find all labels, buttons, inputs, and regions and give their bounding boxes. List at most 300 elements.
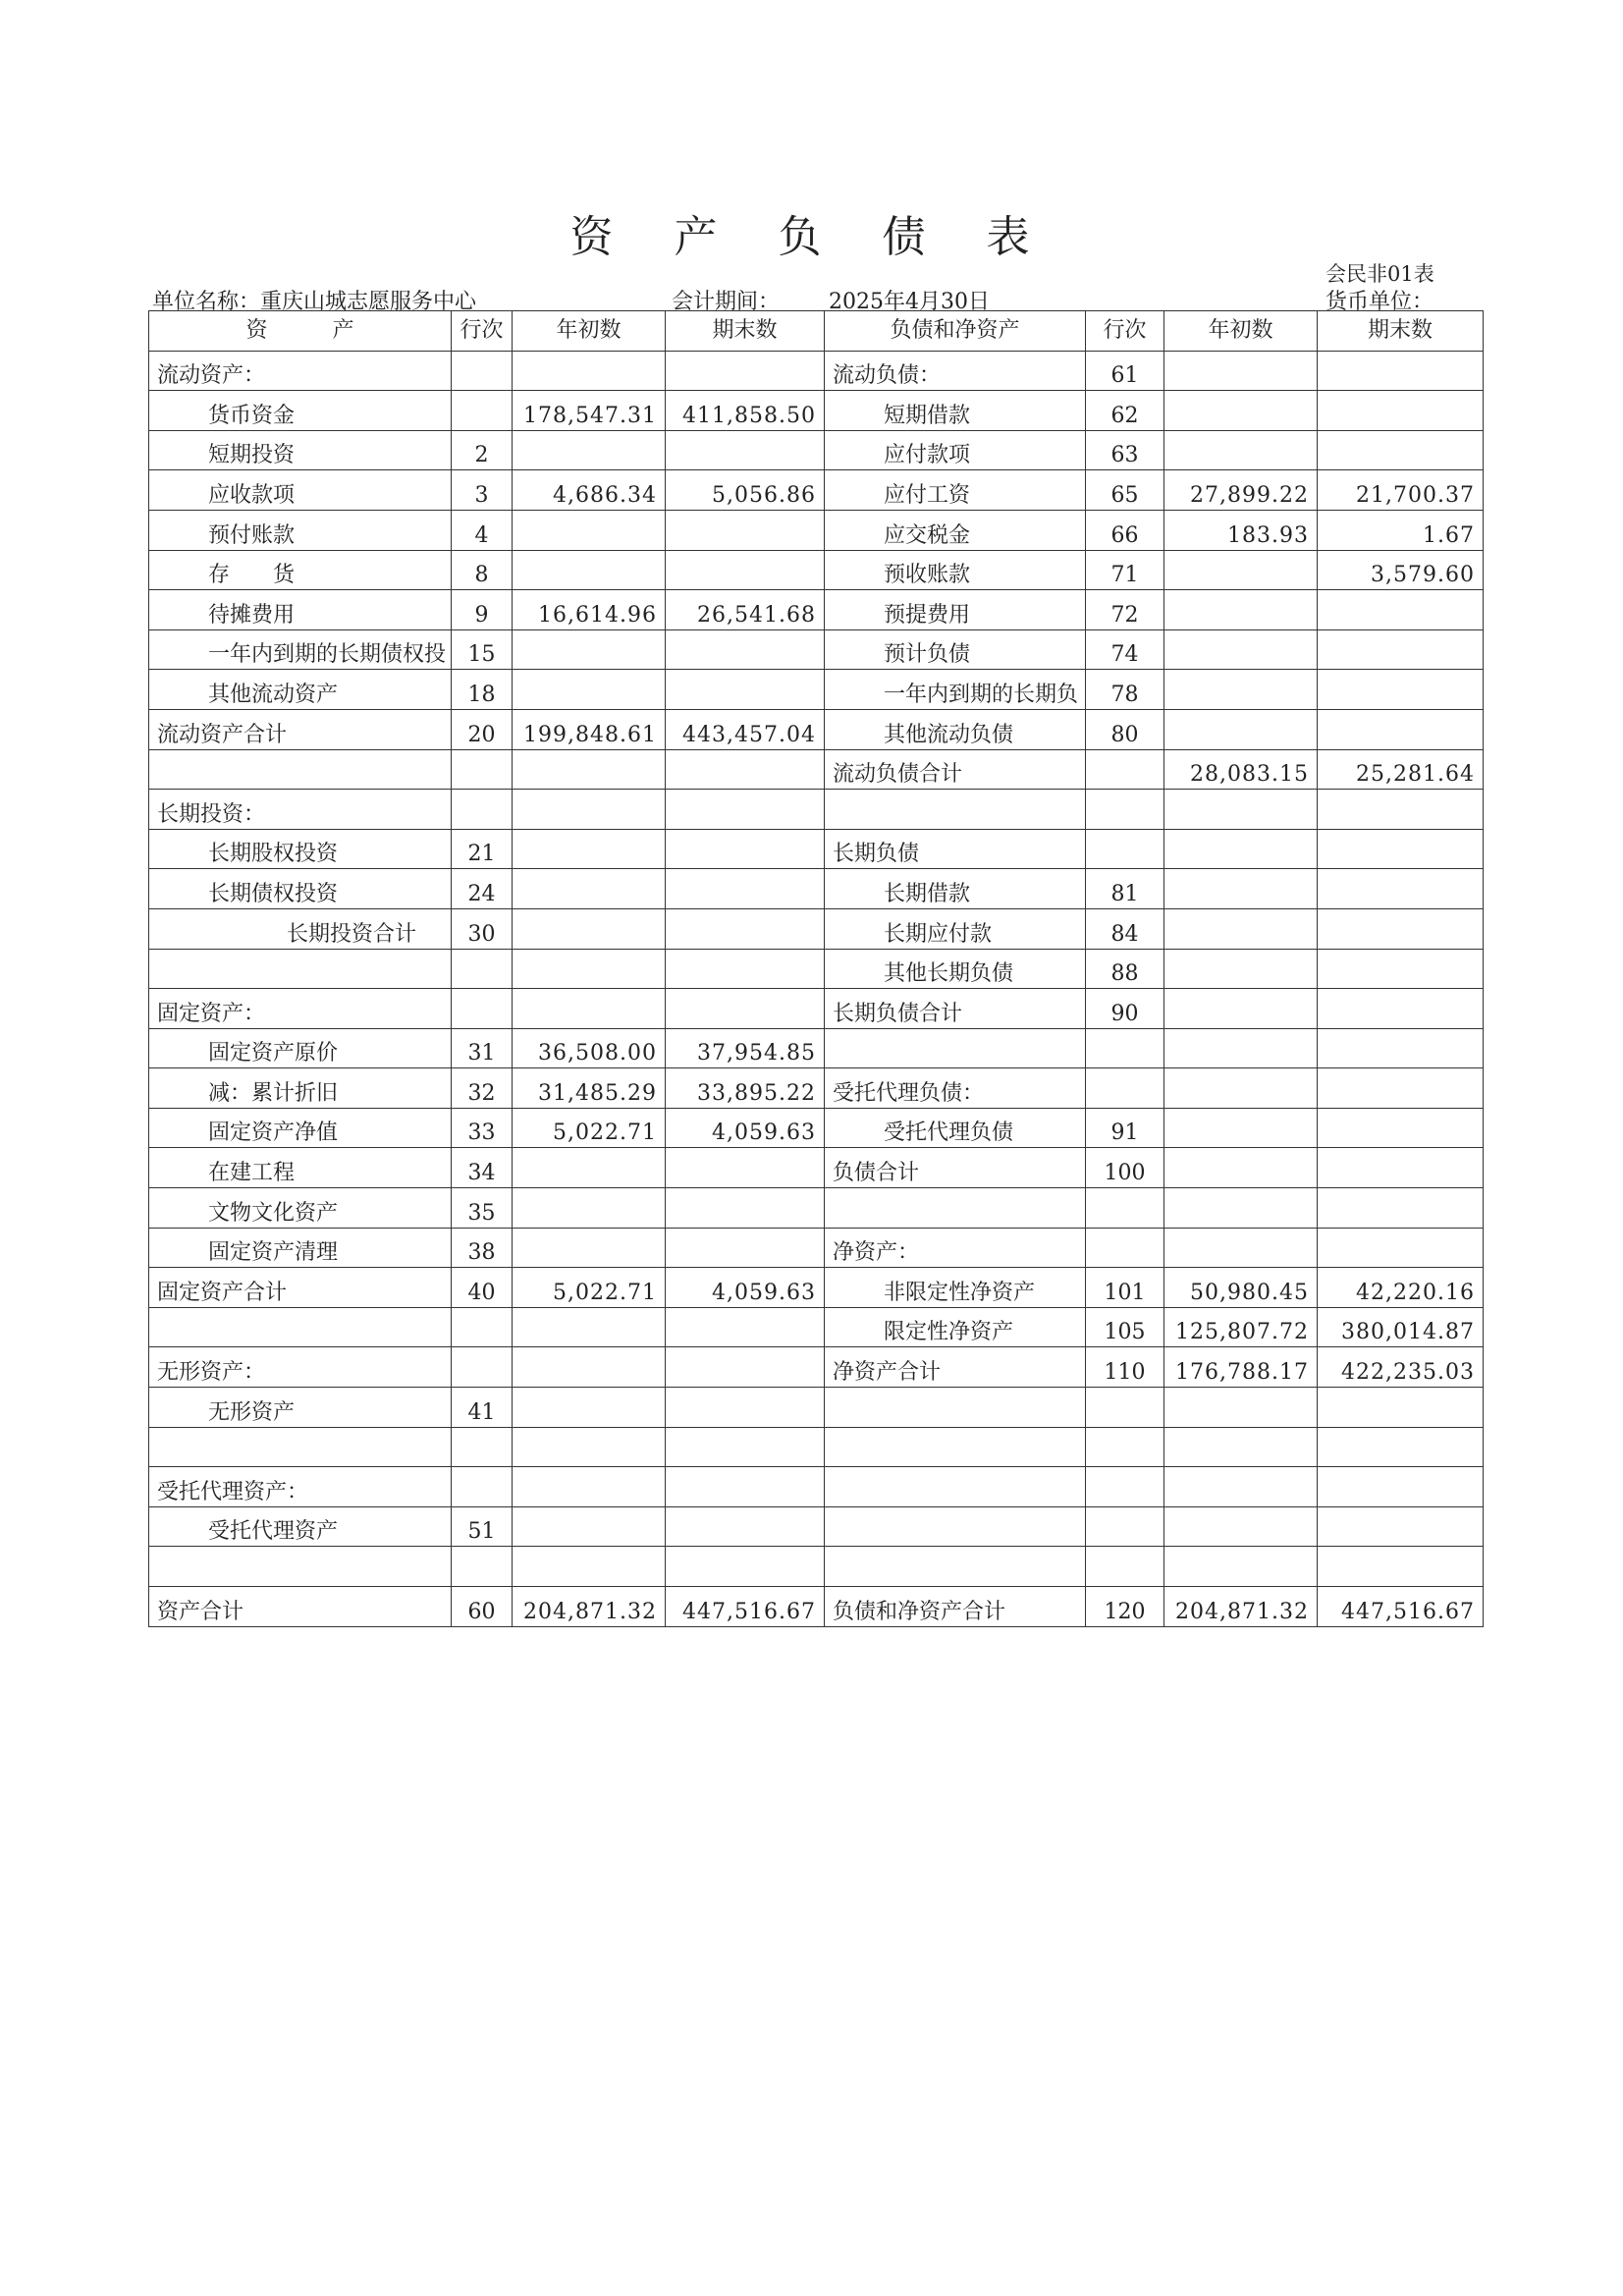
liability-line-no — [1086, 1388, 1164, 1428]
liability-line-no: 80 — [1086, 709, 1164, 749]
asset-end: 4,059.63 — [666, 1108, 825, 1148]
liability-end: 3,579.60 — [1318, 550, 1484, 590]
asset-begin — [513, 949, 666, 989]
table-row — [149, 869, 1484, 909]
asset-begin — [513, 1388, 666, 1428]
liability-begin — [1164, 430, 1318, 470]
asset-begin: 178,547.31 — [513, 391, 666, 431]
asset-begin — [513, 790, 666, 830]
asset-line-no: 18 — [452, 670, 513, 710]
asset-line-no — [452, 949, 513, 989]
asset-end — [666, 550, 825, 590]
asset-item: 待摊费用 — [149, 590, 452, 630]
liability-begin: 27,899.22 — [1164, 470, 1318, 511]
asset-item: 固定资产合计 — [149, 1268, 452, 1308]
liability-line-no: 90 — [1086, 989, 1164, 1029]
unit-name: 单位名称：重庆山城志愿服务中心 — [152, 290, 477, 314]
asset-begin — [513, 1427, 666, 1467]
table-row — [149, 790, 1484, 830]
liability-begin — [1164, 1028, 1318, 1068]
asset-end — [666, 869, 825, 909]
asset-item: 长期股权投资 — [149, 829, 452, 869]
period-label: 会计期间： — [672, 290, 781, 314]
report-title: 资 产 负 债 表 — [569, 212, 1054, 262]
asset-item: 流动资产合计 — [149, 709, 452, 749]
header-begin-2: 年初数 — [1164, 311, 1318, 352]
asset-end: 4,059.63 — [666, 1268, 825, 1308]
asset-begin — [513, 1547, 666, 1587]
asset-begin: 199,848.61 — [513, 709, 666, 749]
asset-item: 受托代理资产： — [149, 1467, 452, 1507]
asset-line-no: 34 — [452, 1148, 513, 1188]
asset-begin — [513, 989, 666, 1029]
asset-end — [666, 790, 825, 830]
table-row — [149, 1506, 1484, 1547]
asset-end — [666, 1188, 825, 1229]
liability-item — [825, 1188, 1086, 1229]
asset-begin — [513, 869, 666, 909]
liability-end — [1318, 1108, 1484, 1148]
liability-line-no — [1086, 1467, 1164, 1507]
asset-item: 减：累计折旧 — [149, 1068, 452, 1109]
asset-begin — [513, 550, 666, 590]
liability-begin — [1164, 1228, 1318, 1268]
table-row — [149, 510, 1484, 550]
liability-item: 预提费用 — [825, 590, 1086, 630]
liability-item — [825, 1028, 1086, 1068]
liability-end: 422,235.03 — [1318, 1347, 1484, 1388]
liability-end: 1.67 — [1318, 510, 1484, 550]
liability-item: 应付款项 — [825, 430, 1086, 470]
liability-begin — [1164, 869, 1318, 909]
liability-item: 净资产合计 — [825, 1347, 1086, 1388]
table-row — [149, 949, 1484, 989]
asset-line-no: 35 — [452, 1188, 513, 1229]
liability-end — [1318, 869, 1484, 909]
header-begin: 年初数 — [513, 311, 666, 352]
asset-begin: 5,022.71 — [513, 1268, 666, 1308]
liability-end: 42,220.16 — [1318, 1268, 1484, 1308]
asset-item — [149, 749, 452, 790]
asset-item: 存 货 — [149, 550, 452, 590]
asset-item: 文物文化资产 — [149, 1188, 452, 1229]
asset-item — [149, 1427, 452, 1467]
liability-begin — [1164, 351, 1318, 391]
table-row — [149, 430, 1484, 470]
asset-end — [666, 1506, 825, 1547]
asset-line-no: 40 — [452, 1268, 513, 1308]
asset-begin — [513, 1228, 666, 1268]
liability-begin — [1164, 1467, 1318, 1507]
asset-end — [666, 1547, 825, 1587]
asset-begin — [513, 430, 666, 470]
table-row — [149, 1587, 1484, 1627]
liability-line-no: 65 — [1086, 470, 1164, 511]
liability-end — [1318, 1028, 1484, 1068]
asset-item: 长期投资： — [149, 790, 452, 830]
table-row — [149, 629, 1484, 670]
liability-item — [825, 1547, 1086, 1587]
asset-line-no — [452, 1307, 513, 1347]
asset-item: 预付账款 — [149, 510, 452, 550]
asset-begin — [513, 1188, 666, 1229]
liability-item: 受托代理负债 — [825, 1108, 1086, 1148]
asset-end — [666, 829, 825, 869]
liability-begin: 125,807.72 — [1164, 1307, 1318, 1347]
liability-begin: 28,083.15 — [1164, 749, 1318, 790]
table-row — [149, 1108, 1484, 1148]
asset-item: 固定资产原价 — [149, 1028, 452, 1068]
liability-begin — [1164, 829, 1318, 869]
liability-line-no: 120 — [1086, 1587, 1164, 1627]
liability-end — [1318, 670, 1484, 710]
asset-begin — [513, 1307, 666, 1347]
asset-line-no: 9 — [452, 590, 513, 630]
liability-begin — [1164, 1388, 1318, 1428]
header-assets: 资 产 — [149, 311, 452, 352]
asset-end: 37,954.85 — [666, 1028, 825, 1068]
liability-item: 负债合计 — [825, 1148, 1086, 1188]
asset-end — [666, 1148, 825, 1188]
liability-line-no: 63 — [1086, 430, 1164, 470]
header-liabilities: 负债和净资产 — [825, 311, 1086, 352]
liability-item: 限定性净资产 — [825, 1307, 1086, 1347]
asset-line-no: 15 — [452, 629, 513, 670]
liability-item: 长期负债合计 — [825, 989, 1086, 1029]
liability-end — [1318, 430, 1484, 470]
asset-begin: 4,686.34 — [513, 470, 666, 511]
table-row — [149, 1347, 1484, 1388]
asset-line-no — [452, 351, 513, 391]
liability-begin: 176,788.17 — [1164, 1347, 1318, 1388]
liability-line-no — [1086, 749, 1164, 790]
liability-item: 预收账款 — [825, 550, 1086, 590]
asset-item: 无形资产 — [149, 1388, 452, 1428]
liability-line-no: 110 — [1086, 1347, 1164, 1388]
liability-line-no: 78 — [1086, 670, 1164, 710]
liability-line-no: 72 — [1086, 590, 1164, 630]
asset-item: 短期投资 — [149, 430, 452, 470]
asset-begin — [513, 670, 666, 710]
liability-end: 380,014.87 — [1318, 1307, 1484, 1347]
table-row — [149, 1068, 1484, 1109]
liability-begin — [1164, 790, 1318, 830]
liability-item: 长期负债 — [825, 829, 1086, 869]
asset-end — [666, 430, 825, 470]
asset-end — [666, 510, 825, 550]
asset-begin: 16,614.96 — [513, 590, 666, 630]
liability-line-no — [1086, 1028, 1164, 1068]
liability-line-no: 74 — [1086, 629, 1164, 670]
liability-begin — [1164, 1068, 1318, 1109]
asset-item: 长期投资合计 — [149, 908, 452, 949]
liability-item: 应付工资 — [825, 470, 1086, 511]
liability-line-no: 66 — [1086, 510, 1164, 550]
table-row — [149, 351, 1484, 391]
currency-unit: 货币单位： — [1325, 290, 1434, 314]
balance-sheet-table — [148, 310, 1484, 1627]
table-row — [149, 1268, 1484, 1308]
liability-begin — [1164, 949, 1318, 989]
asset-line-no: 24 — [452, 869, 513, 909]
liability-end: 21,700.37 — [1318, 470, 1484, 511]
liability-item: 长期应付款 — [825, 908, 1086, 949]
asset-end: 26,541.68 — [666, 590, 825, 630]
liability-end — [1318, 829, 1484, 869]
liability-end — [1318, 1388, 1484, 1428]
liability-begin — [1164, 989, 1318, 1029]
asset-line-no: 21 — [452, 829, 513, 869]
asset-begin — [513, 1347, 666, 1388]
asset-end: 411,858.50 — [666, 391, 825, 431]
liability-line-no: 61 — [1086, 351, 1164, 391]
liability-item: 流动负债合计 — [825, 749, 1086, 790]
asset-begin — [513, 749, 666, 790]
liability-end — [1318, 1427, 1484, 1467]
asset-end — [666, 1347, 825, 1388]
asset-end — [666, 670, 825, 710]
liability-end — [1318, 351, 1484, 391]
asset-line-no: 60 — [452, 1587, 513, 1627]
liability-begin — [1164, 709, 1318, 749]
liability-item: 预计负债 — [825, 629, 1086, 670]
liability-line-no: 88 — [1086, 949, 1164, 989]
liability-item: 负债和净资产合计 — [825, 1587, 1086, 1627]
liability-begin — [1164, 1506, 1318, 1547]
liability-line-no — [1086, 1188, 1164, 1229]
asset-line-no — [452, 1467, 513, 1507]
liability-line-no — [1086, 829, 1164, 869]
liability-line-no: 62 — [1086, 391, 1164, 431]
liability-line-no: 100 — [1086, 1148, 1164, 1188]
asset-item: 受托代理资产 — [149, 1506, 452, 1547]
asset-line-no: 31 — [452, 1028, 513, 1068]
table-row — [149, 470, 1484, 511]
liability-end — [1318, 391, 1484, 431]
liability-line-no: 71 — [1086, 550, 1164, 590]
table-row — [149, 391, 1484, 431]
asset-item: 固定资产： — [149, 989, 452, 1029]
liability-line-no — [1086, 1506, 1164, 1547]
asset-end — [666, 1307, 825, 1347]
asset-item: 长期债权投资 — [149, 869, 452, 909]
liability-line-no — [1086, 1547, 1164, 1587]
table-row — [149, 908, 1484, 949]
liability-end: 447,516.67 — [1318, 1587, 1484, 1627]
liability-end — [1318, 709, 1484, 749]
asset-line-no: 38 — [452, 1228, 513, 1268]
asset-end — [666, 908, 825, 949]
asset-end — [666, 1427, 825, 1467]
asset-line-no — [452, 1347, 513, 1388]
form-code: 会民非01表 — [1325, 262, 1434, 286]
table-header — [149, 311, 1484, 352]
asset-begin: 204,871.32 — [513, 1587, 666, 1627]
asset-begin — [513, 510, 666, 550]
liability-end — [1318, 629, 1484, 670]
asset-end — [666, 1388, 825, 1428]
table-row — [149, 1188, 1484, 1229]
liability-begin: 204,871.32 — [1164, 1587, 1318, 1627]
liability-begin — [1164, 1188, 1318, 1229]
liability-item: 受托代理负债： — [825, 1068, 1086, 1109]
asset-item: 应收款项 — [149, 470, 452, 511]
table-row — [149, 1427, 1484, 1467]
asset-item — [149, 1307, 452, 1347]
liability-end — [1318, 790, 1484, 830]
asset-line-no — [452, 1427, 513, 1467]
asset-item — [149, 1547, 452, 1587]
liability-end — [1318, 989, 1484, 1029]
table-row — [149, 1467, 1484, 1507]
table-row — [149, 1228, 1484, 1268]
table-row — [149, 749, 1484, 790]
liability-item — [825, 1427, 1086, 1467]
liability-begin — [1164, 1547, 1318, 1587]
liability-begin — [1164, 1108, 1318, 1148]
liability-begin: 50,980.45 — [1164, 1268, 1318, 1308]
liability-item: 净资产： — [825, 1228, 1086, 1268]
liability-end: 25,281.64 — [1318, 749, 1484, 790]
asset-end — [666, 1467, 825, 1507]
liability-begin: 183.93 — [1164, 510, 1318, 550]
liability-item — [825, 1388, 1086, 1428]
asset-end — [666, 949, 825, 989]
asset-begin — [513, 629, 666, 670]
asset-begin: 31,485.29 — [513, 1068, 666, 1109]
liability-end — [1318, 1228, 1484, 1268]
table-row — [149, 1388, 1484, 1428]
asset-begin — [513, 829, 666, 869]
liability-end — [1318, 1148, 1484, 1188]
table-row — [149, 709, 1484, 749]
liability-begin — [1164, 670, 1318, 710]
table-row — [149, 1547, 1484, 1587]
asset-item: 流动资产： — [149, 351, 452, 391]
liability-end — [1318, 1506, 1484, 1547]
asset-end: 33,895.22 — [666, 1068, 825, 1109]
asset-end — [666, 749, 825, 790]
liability-end — [1318, 949, 1484, 989]
liability-begin — [1164, 550, 1318, 590]
asset-end: 443,457.04 — [666, 709, 825, 749]
table-row — [149, 989, 1484, 1029]
asset-line-no — [452, 790, 513, 830]
liability-item: 一年内到期的长期负 — [825, 670, 1086, 710]
asset-end — [666, 351, 825, 391]
asset-item: 货币资金 — [149, 391, 452, 431]
asset-line-no — [452, 989, 513, 1029]
liability-line-no — [1086, 1228, 1164, 1268]
asset-line-no — [452, 1547, 513, 1587]
asset-end: 447,516.67 — [666, 1587, 825, 1627]
liability-item: 短期借款 — [825, 391, 1086, 431]
asset-end — [666, 1228, 825, 1268]
liability-begin — [1164, 590, 1318, 630]
liability-line-no — [1086, 1427, 1164, 1467]
asset-end — [666, 989, 825, 1029]
table-row — [149, 829, 1484, 869]
asset-line-no: 8 — [452, 550, 513, 590]
liability-item: 流动负债： — [825, 351, 1086, 391]
asset-line-no: 41 — [452, 1388, 513, 1428]
header-end-2: 期末数 — [1318, 311, 1484, 352]
asset-item: 资产合计 — [149, 1587, 452, 1627]
asset-begin: 5,022.71 — [513, 1108, 666, 1148]
liability-begin — [1164, 1427, 1318, 1467]
asset-line-no — [452, 391, 513, 431]
asset-item: 无形资产： — [149, 1347, 452, 1388]
period-value: 2025年4月30日 — [829, 290, 990, 314]
asset-line-no — [452, 749, 513, 790]
liability-item: 长期借款 — [825, 869, 1086, 909]
liability-line-no: 101 — [1086, 1268, 1164, 1308]
liability-line-no: 91 — [1086, 1108, 1164, 1148]
liability-end — [1318, 1547, 1484, 1587]
header-line-no: 行次 — [452, 311, 513, 352]
liability-end — [1318, 590, 1484, 630]
liability-end — [1318, 1068, 1484, 1109]
header-end: 期末数 — [666, 311, 825, 352]
liability-item — [825, 1506, 1086, 1547]
asset-line-no: 3 — [452, 470, 513, 511]
liability-end — [1318, 908, 1484, 949]
asset-line-no: 30 — [452, 908, 513, 949]
liability-item: 其他长期负债 — [825, 949, 1086, 989]
liability-end — [1318, 1467, 1484, 1507]
table-row — [149, 1028, 1484, 1068]
table-row — [149, 670, 1484, 710]
asset-begin — [513, 908, 666, 949]
liability-item — [825, 1467, 1086, 1507]
liability-item: 应交税金 — [825, 510, 1086, 550]
table-row — [149, 590, 1484, 630]
asset-end: 5,056.86 — [666, 470, 825, 511]
table-row — [149, 1307, 1484, 1347]
asset-end — [666, 629, 825, 670]
asset-line-no: 32 — [452, 1068, 513, 1109]
asset-item: 在建工程 — [149, 1148, 452, 1188]
asset-item: 其他流动资产 — [149, 670, 452, 710]
asset-begin — [513, 1148, 666, 1188]
liability-end — [1318, 1188, 1484, 1229]
asset-line-no: 4 — [452, 510, 513, 550]
liability-begin — [1164, 908, 1318, 949]
header-line-no-2: 行次 — [1086, 311, 1164, 352]
liability-item: 其他流动负债 — [825, 709, 1086, 749]
liability-item — [825, 790, 1086, 830]
asset-item: 固定资产净值 — [149, 1108, 452, 1148]
asset-item: 一年内到期的长期债权投 — [149, 629, 452, 670]
liability-begin — [1164, 1148, 1318, 1188]
asset-begin — [513, 351, 666, 391]
asset-line-no: 51 — [452, 1506, 513, 1547]
liability-line-no — [1086, 790, 1164, 830]
asset-line-no: 2 — [452, 430, 513, 470]
asset-item — [149, 949, 452, 989]
liability-begin — [1164, 629, 1318, 670]
asset-begin — [513, 1506, 666, 1547]
table-row — [149, 550, 1484, 590]
liability-line-no: 84 — [1086, 908, 1164, 949]
liability-line-no: 81 — [1086, 869, 1164, 909]
asset-line-no: 20 — [452, 709, 513, 749]
asset-item: 固定资产清理 — [149, 1228, 452, 1268]
asset-begin: 36,508.00 — [513, 1028, 666, 1068]
table-row — [149, 1148, 1484, 1188]
liability-begin — [1164, 391, 1318, 431]
liability-line-no — [1086, 1068, 1164, 1109]
